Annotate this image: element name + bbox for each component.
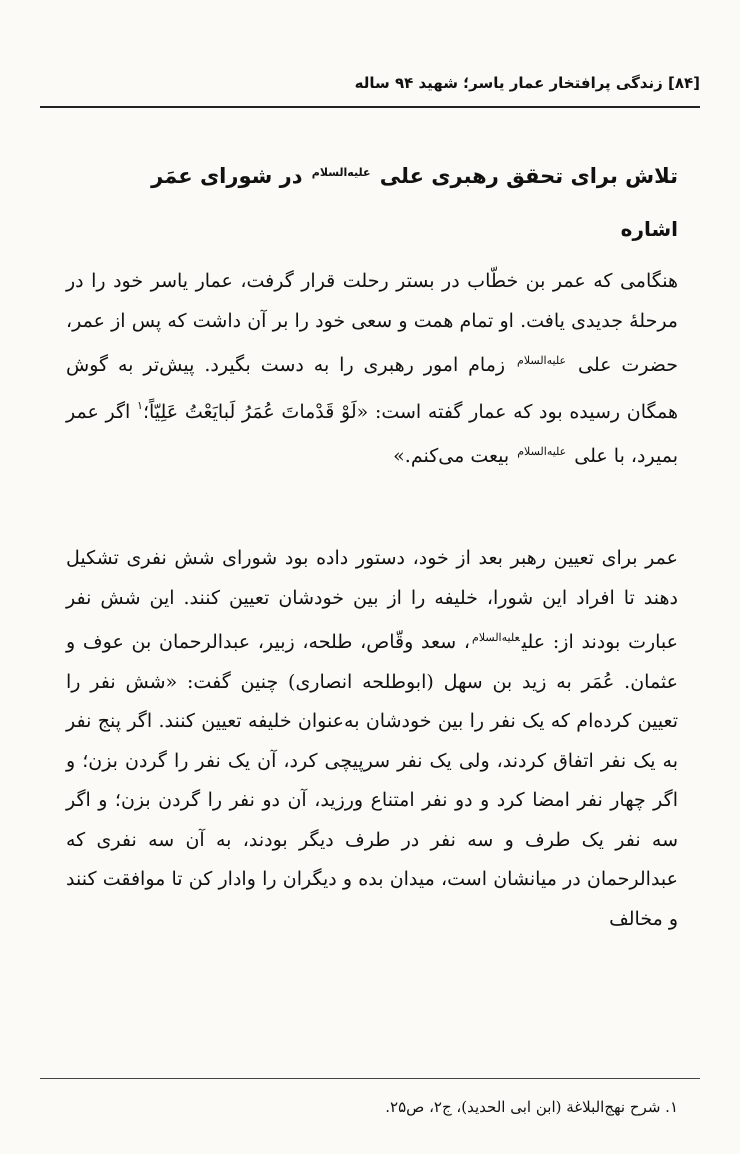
paragraph-text: عمر برای تعیین رهبر بعد از خود، دستور داده بود شورای شش نفری تشکیل دهند تا افراد این شورا، خلیفه را از بین خودشان تعیین کنند. این شش نفر عبارت بودند از: علی bbox=[66, 547, 678, 653]
page-number: [۸۴] bbox=[667, 74, 700, 92]
blessing-mark: عليه‌السلام bbox=[517, 445, 567, 458]
paragraph-text: ، سعد وقّاص، طلحه، زبیر، عبدالرحمان بن عوف و عثمان. عُمَر به زید بن سهل (ابوطلحه انصاری) چنین گفت: «شش نفر را تعیین کرده‌ام که یک نفر را بین خودشان به‌عنوان خلیفه تعیین کنند. اگر پنج نفر به یک نفر اتفاق کردند، ولی یک نفر سرپیچی کرد، آن یک نفر را گردن بزن؛ و اگر چهار نفر امضا کرد و دو نفر امتناع ورزید، آن دو نفر را گردن بزن؛ و اگر سه نفر یک طرف و سه نفر در طرف دیگر بودند، به آن سه نفری که عبدالرحمان در میانشان است، میدان بده و دیگران را وادار کن تا موافقت کنند و مخالف bbox=[66, 631, 678, 930]
section-title bbox=[40, 158, 678, 191]
paragraph-text: هنگامی که عمر بن خطّاب در بستر رحلت قرار گرفت، عمار یاسر خود را در مرحلهٔ جدیدی یافت. او تمام همت و سعی خود را بر آن داشت که پس از عمر، حضرت علی bbox=[66, 270, 678, 376]
paragraph-text: اگر عمر بمیرد، با علی bbox=[66, 400, 678, 467]
footnote-divider bbox=[40, 1078, 700, 1079]
blessing-mark: عليه‌السلام bbox=[311, 166, 371, 179]
section-title-part2: در شورای عمَر bbox=[151, 164, 303, 188]
header-divider bbox=[40, 106, 700, 108]
blessing-mark: عليه‌السلام bbox=[472, 631, 520, 644]
blessing-mark: عليه‌السلام bbox=[517, 354, 567, 367]
running-header bbox=[40, 74, 700, 104]
footnote: ۱. شرح نهج‌البلاغة (ابن ابی الحدید)، ج۲، ص۲۵. bbox=[385, 1098, 678, 1116]
paragraph-shura bbox=[66, 539, 678, 939]
subsection-title: اشاره bbox=[620, 217, 678, 241]
footnote-reference[interactable]: ۱ bbox=[137, 398, 143, 412]
paragraph-intro bbox=[66, 262, 678, 477]
section-title-part1: تلاش برای تحقق رهبری علی bbox=[379, 164, 678, 188]
running-title: زندگی پرافتخار عمار یاسر؛ شهید ۹۴ ساله bbox=[354, 74, 663, 92]
paragraph-text: بیعت می‌کنم.» bbox=[393, 445, 510, 467]
paragraph-text: زمام امور رهبری را به دست بگیرد. پیش‌تر به گوش همگان رسیده بود که عمار گفته است: «لَوْ قَدْماتَ عُمَرُ لَبایَعْتُ عَلِیّاً؛ bbox=[66, 354, 679, 423]
